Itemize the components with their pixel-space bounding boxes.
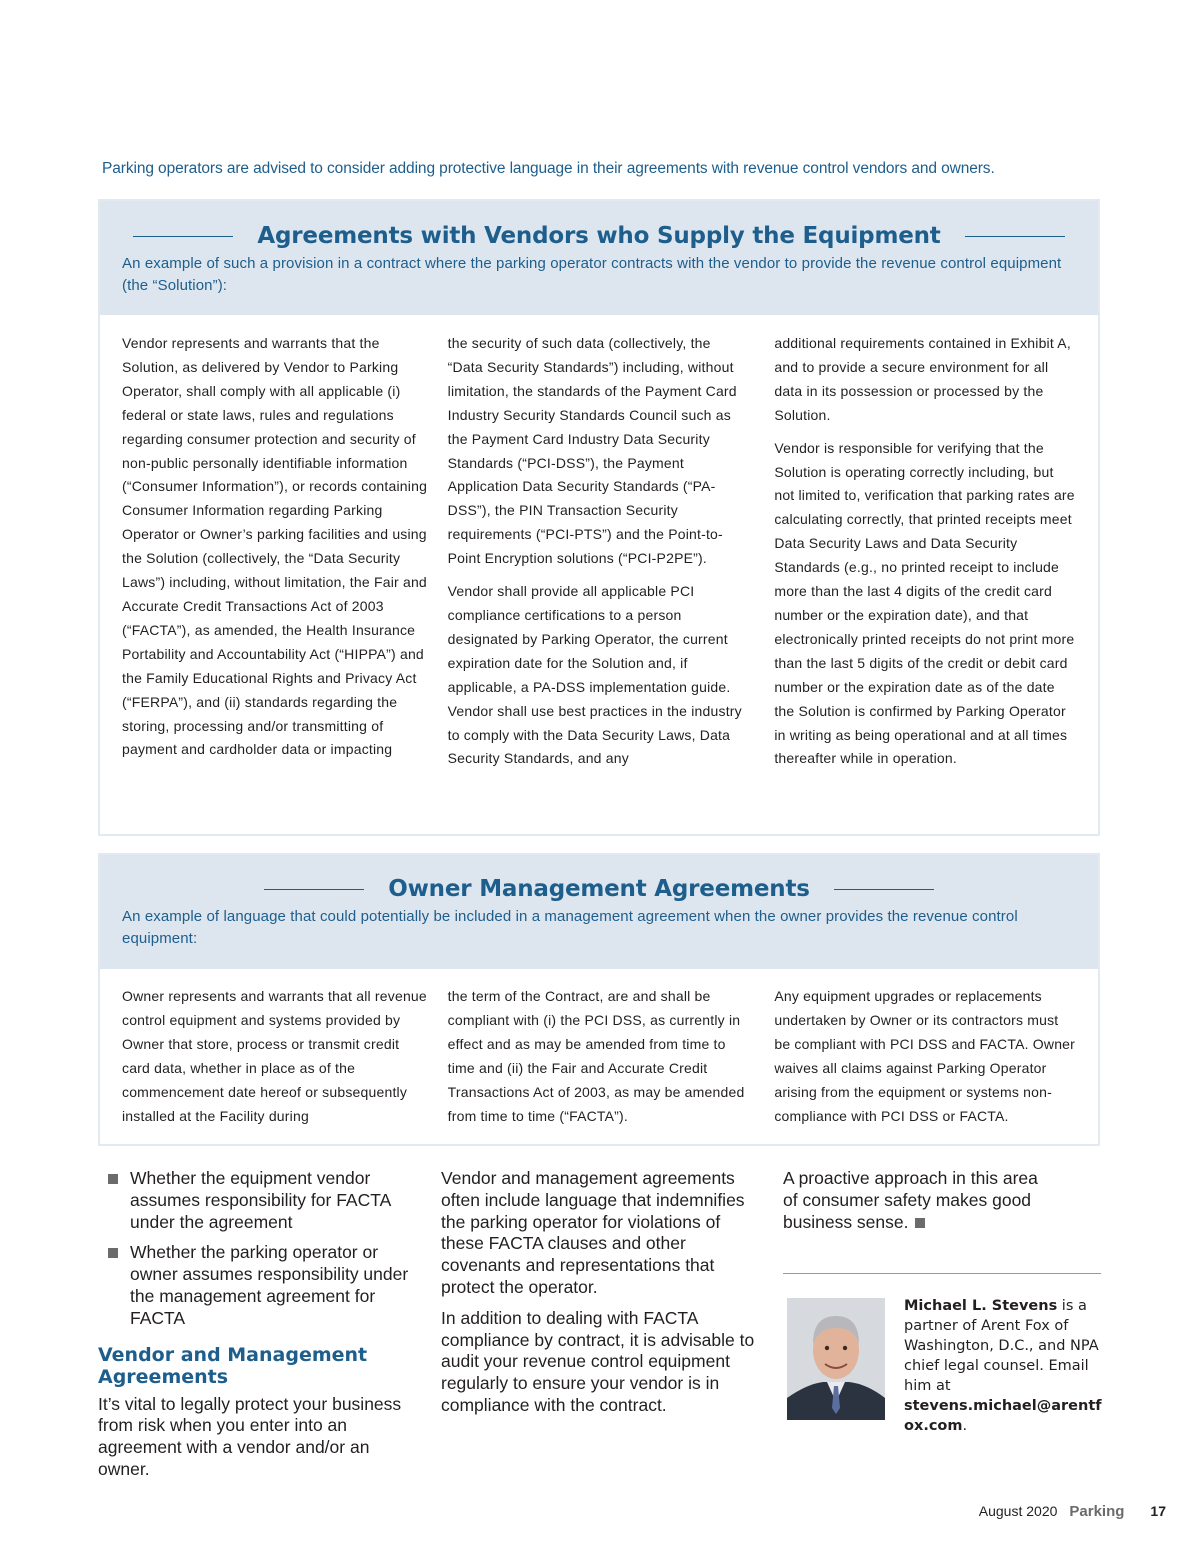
article-col-1 [98,1168,420,1490]
article-col-2-paragraph-2: In addition to dealing with FACTA compliance by contract, it is advisable to audit your revenue control equipment regularly to ensure your vendor is in compliance with the contract. [441,1307,755,1415]
title-rule-right [834,889,934,890]
page-footer [979,1503,1166,1520]
author-name: Michael L. Stevens [904,1298,1058,1314]
article-col-3 [783,1168,1045,1242]
author-divider [783,1273,1101,1274]
vendor-box-header [100,201,1098,315]
owner-col-3 [774,985,1076,1137]
vendor-agreements-box [98,199,1100,836]
owner-col-2 [448,985,747,1137]
author-bio-text: is a partner of Arent Fox of Washington, D.C., and NPA chief legal counsel. Email him at [904,1298,1099,1394]
author-bio-end: . [962,1418,968,1434]
article-col-3-text: A proactive approach in this area of consumer safety makes good business sense. [783,1168,1038,1232]
owner-box-subtitle: An example of language that could potentially be included in a management agreement when the owner provides the revenue control equipment: [122,908,1018,947]
bullet-item [98,1168,420,1233]
vendor-box-subtitle: An example of such a provision in a contract where the parking operator contracts with the vendor to provide the revenue control equipment (the “Solution”): [122,255,1062,294]
page-number: 17 [1150,1503,1166,1519]
owner-col-1-paragraph: Owner represents and warrants that all revenue control equipment and systems provided by Owner that store, process or transmit credit card data, whether in place as of the commencement date hereof or subsequently installed at the Facility during [122,988,427,1124]
owner-col-3-paragraph: Any equipment upgrades or replacements undertaken by Owner or its contractors must be compliant with PCI DSS and FACTA. Owner waives all claims against Parking Operator arising from the equipment or systems non-compliance with PCI DSS or FACTA. [774,988,1076,1124]
article-col-2 [441,1168,755,1426]
article-col-3-paragraph [783,1168,1045,1233]
section-heading: Vendor and Management Agreements [98,1343,368,1388]
square-bullet-icon [108,1174,118,1184]
end-mark-icon [915,1218,925,1228]
bullet-text: Whether the equipment vendor assumes responsibility for FACTA under the agreement [130,1168,391,1232]
vendor-col-2-paragraph-1: the security of such data (collectively, the “Data Security Standards”) including, without limitation, the standards of the Payment Card Industry Security Standards Council such as the Payment Card Industry Data Security Standards (“PCI-DSS”), the Payment Application Data Security Standards (“PA-DSS”), the PIN Transaction Security requirements (“PCI-PTS”) and the Point-to-Point Encryption solutions (“PCI-P2PE”). [447,335,737,567]
title-rule-left [264,889,364,890]
vendor-col-1 [122,332,431,780]
owner-box-title: Owner Management Agreements [388,876,810,902]
author-portrait-icon [787,1298,885,1420]
vendor-box-title: Agreements with Vendors who Supply the Equipment [257,223,941,249]
publication-name: Parking [1069,1503,1125,1520]
owner-col-1 [122,985,431,1137]
author-email: stevens.michael@arentfox.com [904,1398,1102,1434]
article-col-1-paragraph: It’s vital to legally protect your business from risk when you enter into an agreement with a vendor and/or an owner. [98,1393,402,1479]
bullet-text: Whether the parking operator or owner assumes responsibility under the management agreement for FACTA [130,1242,409,1328]
intro-text: Parking operators are advised to consider adding protective language in their agreements with revenue control vendors and owners. [102,160,995,177]
vendor-col-1-paragraph: Vendor represents and warrants that the Solution, as delivered by Vendor to Parking Operator, shall comply with all applicable (i) federal or state laws, rules and regulations regarding consumer protection and security of non-public personally identifiable information (“Consumer Information”), or records containing Consumer Information regarding Parking Operator or Owner’s parking facilities and using the Solution (collectively, the “Data Security Laws”) including, without limitation, the Fair and Accurate Credit Transactions Act of 2003 (“FACTA”), as amended, the Health Insurance Portability and Accountability Act (“HIPPA”) and the Family Educational Rights and Privacy Act (“FERPA”), and (ii) standards regarding the storing, processing and/or transmitting of payment and cardholder data or impacting [122,335,428,758]
issue-date: August 2020 [978,1503,1058,1519]
author-bio [904,1296,1104,1436]
article-col-2-paragraph-1: Vendor and management agreements often include language that indemnifies the parking operator for violations of these FACTA clauses and other covenants and representations that protect the operator. [441,1168,745,1297]
vendor-col-2-paragraph-2: Vendor shall provide all applicable PCI compliance certifications to a person designated by Parking Operator, the current expiration date for the Solution and, if applicable, a PA-DSS implementation guide. Vendor shall use best practices in the industry to comply with the Data Security Laws, Data Security Standards, and any [447,583,742,767]
author-photo [787,1298,885,1420]
vendor-col-2 [448,332,747,780]
vendor-col-3-paragraph-2: Vendor is responsible for verifying that the Solution is operating correctly including, but not limited to, verification that parking rates are calculating correctly, that printed receipts meet Data Security Laws and Data Security Standards (e.g., no printed receipt to include more than the last 4 digits of the credit card number or the expiration date), and that electronically printed receipts do not print more than the last 5 digits of the credit or debit card number or the expiration date as of the date the Solution is confirmed by Parking Operator in writing as being operational and at all times thereafter while in operation. [774,439,1075,767]
title-rule-left [133,236,233,237]
title-rule-right [965,236,1065,237]
vendor-col-3-paragraph-1: additional requirements contained in Exhibit A, and to provide a secure environment for all data in its possession or processed by the Solution. [774,335,1071,423]
bullet-item [98,1242,420,1329]
square-bullet-icon [108,1248,118,1258]
owner-box-header [100,855,1098,969]
owner-agreements-box [98,853,1100,1146]
owner-col-2-paragraph: the term of the Contract, are and shall be compliant with (i) the PCI DSS, as currently in effect and as may be amended from time to time and (ii) the Fair and Accurate Credit Transactions Act of 2003, as may be amended from time to time (“FACTA”). [447,988,745,1124]
vendor-col-3 [774,332,1076,780]
